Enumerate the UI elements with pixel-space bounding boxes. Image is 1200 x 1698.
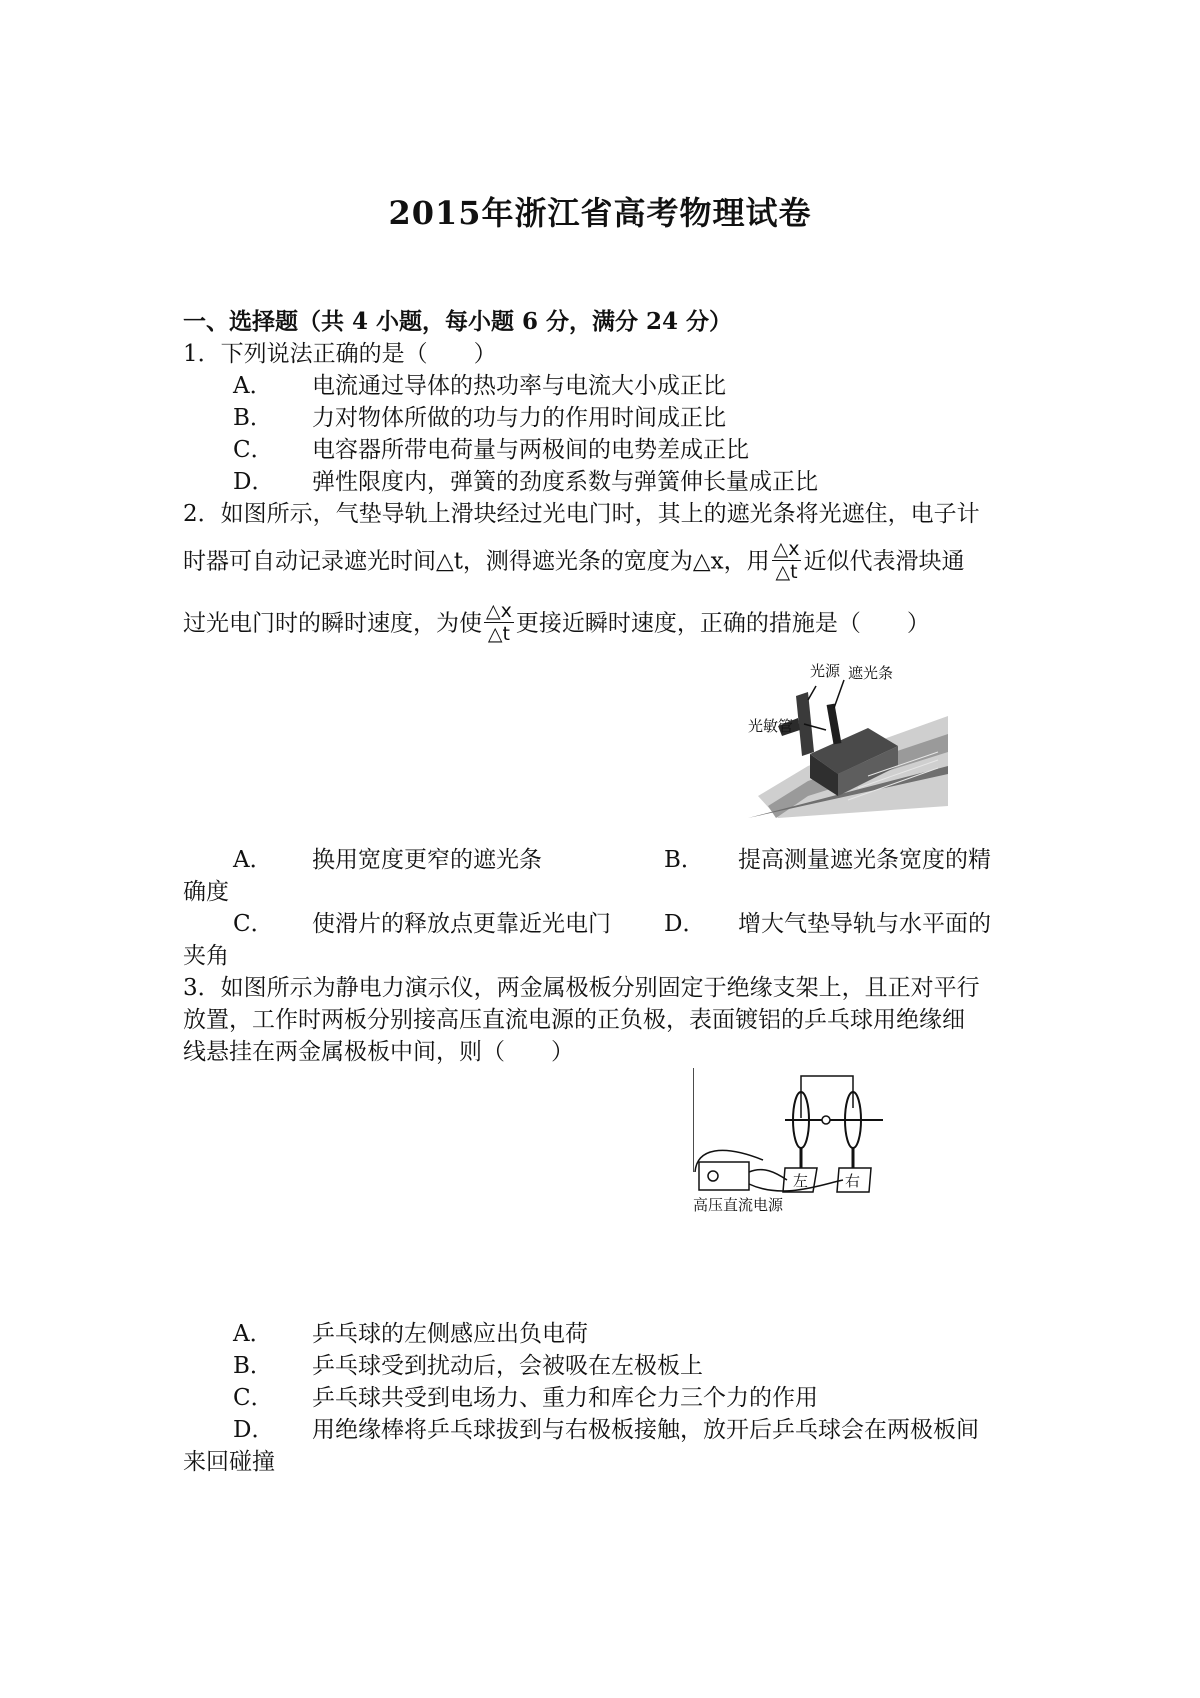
q2-line1: 2．如图所示，气垫导轨上滑块经过光电门时，其上的遮光条将光遮住，电子计 xyxy=(183,501,980,527)
option-text: 电流通过导体的热功率与电流大小成正比 xyxy=(312,373,726,399)
option-letter: D． xyxy=(233,1417,275,1443)
q1-stem: 1．下列说法正确的是（ ） xyxy=(183,341,497,367)
figure-label-shading-strip: 遮光条 xyxy=(848,664,894,682)
option-text: 提高测量遮光条宽度的精 xyxy=(738,847,991,873)
fraction-denominator: △t xyxy=(775,561,798,583)
q2-line2-start: 时器可自动记录遮光时间△t，测得遮光条的宽度为△x，用 xyxy=(183,548,770,575)
q2-line3-end: 更接近瞬时速度，正确的措施是（ ） xyxy=(515,610,930,637)
option-letter: A． xyxy=(233,1321,273,1347)
option-letter: B． xyxy=(233,1353,273,1379)
option-text: 乒乓球共受到电场力、重力和库仑力三个力的作用 xyxy=(312,1385,818,1411)
q2-line2-end: 近似代表滑块通 xyxy=(803,548,965,575)
figure-label-power-supply: 高压直流电源 xyxy=(693,1196,784,1214)
option-text: 乒乓球受到扰动后，会被吸在左极板上 xyxy=(312,1353,703,1379)
option-text: 弹性限度内，弹簧的劲度系数与弹簧伸长量成正比 xyxy=(312,469,818,495)
option-text: 电容器所带电荷量与两极间的电势差成正比 xyxy=(312,437,749,463)
option-letter: C． xyxy=(233,1385,274,1411)
q2-line3 xyxy=(183,602,930,647)
q2-option-b-wrap: 确度 xyxy=(183,879,229,905)
fraction-denominator: △t xyxy=(487,623,510,645)
option-text: 力对物体所做的功与力的作用时间成正比 xyxy=(312,405,726,431)
figure-label-right: 右 xyxy=(845,1172,861,1190)
option-text: 换用宽度更窄的遮光条 xyxy=(312,847,542,873)
figure-label-light-source: 光源 xyxy=(810,662,841,680)
photogate-figure xyxy=(748,656,948,818)
section-heading: 一、选择题（共 4 小题，每小题 6 分，满分 24 分） xyxy=(183,308,733,335)
q3-line2: 放置，工作时两板分别接高压直流电源的正负极，表面镀铝的乒乓球用绝缘细 xyxy=(183,1007,965,1033)
q2-line2 xyxy=(183,540,964,585)
option-text: 用绝缘棒将乒乓球拔到与右极板接触，放开后乒乓球会在两极板间 xyxy=(312,1417,979,1443)
fraction-numerator: △x xyxy=(773,538,800,560)
option-letter: A． xyxy=(233,373,273,399)
option-letter: C． xyxy=(233,911,274,937)
q3-line3: 线悬挂在两金属极板中间，则（ ） xyxy=(183,1039,574,1065)
option-letter: D． xyxy=(664,911,706,937)
q3-line1: 3．如图所示为静电力演示仪，两金属极板分别固定于绝缘支架上，且正对平行 xyxy=(183,975,980,1001)
fraction-delta-x-over-delta-t xyxy=(772,538,802,583)
option-text: 增大气垫导轨与水平面的 xyxy=(738,911,991,937)
option-letter: B． xyxy=(664,847,704,873)
option-text: 使滑片的释放点更靠近光电门 xyxy=(312,911,611,937)
q2-line3-start: 过光电门时的瞬时速度，为使 xyxy=(183,610,482,637)
figure-label-photosensitive-tube: 光敏管 xyxy=(748,717,794,735)
option-letter: A． xyxy=(233,847,273,873)
figure-label-left: 左 xyxy=(793,1172,809,1190)
fraction-numerator: △x xyxy=(486,600,512,622)
option-letter: C． xyxy=(233,437,274,463)
option-text: 乒乓球的左侧感应出负电荷 xyxy=(312,1321,588,1347)
electrostatic-demo-figure xyxy=(693,1068,915,1216)
q3-option-d-wrap: 来回碰撞 xyxy=(183,1449,275,1475)
option-letter: D． xyxy=(233,469,275,495)
option-letter: B． xyxy=(233,405,273,431)
fraction-delta-x-over-delta-t xyxy=(484,600,514,645)
q2-option-d-wrap: 夹角 xyxy=(183,943,229,969)
page-title: 2015年浙江省高考物理试卷 xyxy=(388,194,812,232)
